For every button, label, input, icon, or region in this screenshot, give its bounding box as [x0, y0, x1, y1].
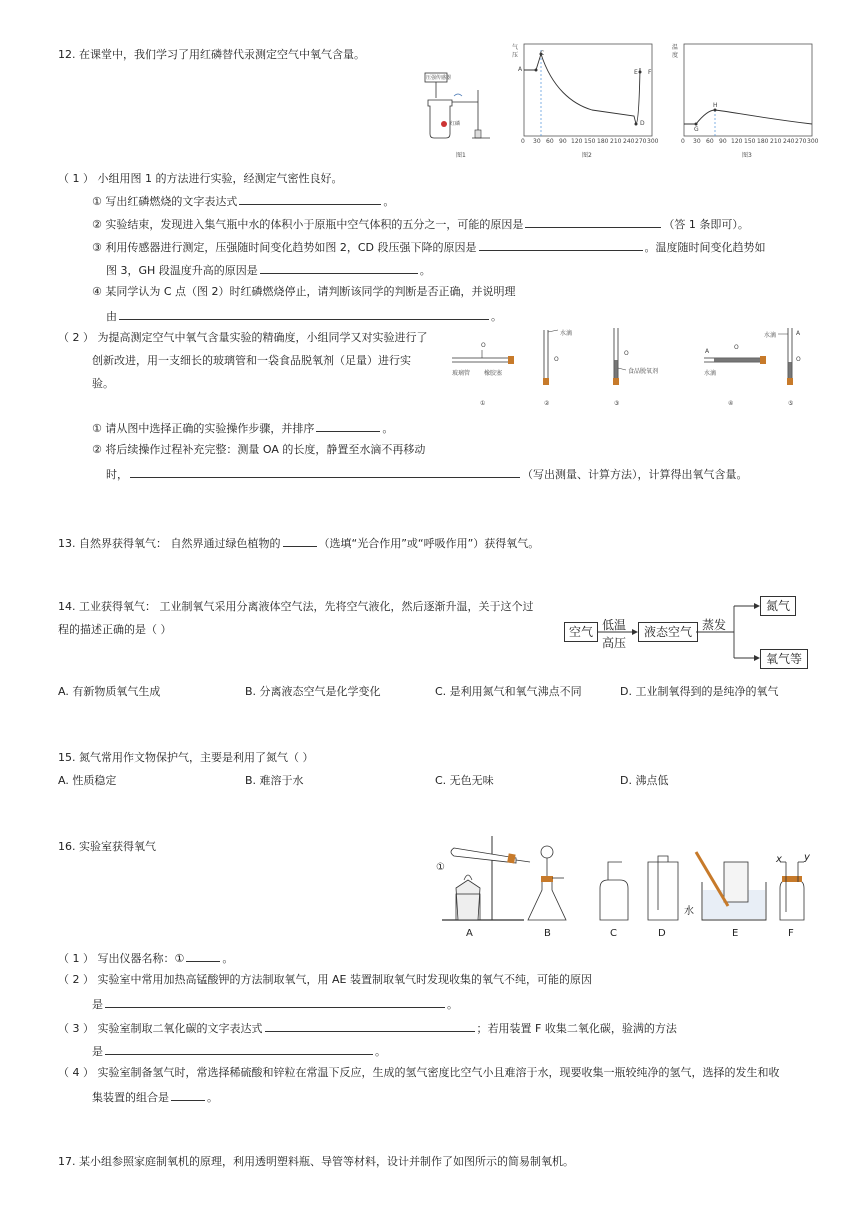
fig3-ylabel-2: 度 [672, 52, 679, 59]
q14-text-2: 程的描述正确的是（ ） [58, 623, 172, 636]
q12-title: 12. 在课堂中，我们学习了用红磷替代汞测定空气中氧气含量。 [58, 48, 365, 61]
q12-p2-s2-tail: （写出测量、计算方法），计算得出氧气含量。 [522, 468, 748, 481]
fig2-caption: 图2 [582, 152, 592, 159]
app-letter-b: B [544, 928, 551, 939]
q12-p1-s2-tail: （答 1 条即可）。 [663, 218, 749, 231]
q16-p3-cont [92, 1043, 386, 1059]
q16-p4: （ 4 ） 实验室制备氢气时，常选择稀硫酸和锌粒在常温下反应，生成的氢气密度比空气小且难溶于水，现要收集一瓶较纯净的氢气，选择的发生和收 [58, 1066, 780, 1079]
fig2-point-e: E [634, 69, 638, 76]
fig2-tick: 150 [584, 138, 596, 145]
q12-p1-s2-text: ② 实验结束，发现进入集气瓶中水的体积小于原瓶中空气体积的五分之一，可能的原因是 [92, 218, 524, 231]
fig2-x-ticks [521, 138, 659, 146]
fig2-tick: 180 [597, 138, 609, 145]
q13-text-b: （选填“光合作用”或“呼吸作用”）获得氧气。 [318, 537, 540, 550]
q12-figure-1 [420, 68, 500, 160]
app-letter-d: D [658, 928, 666, 939]
fig1-red-phosphorus-label: 红磷 [450, 121, 461, 127]
app-letter-e: E [732, 928, 739, 939]
p2fig-a-label: A [705, 348, 710, 355]
fig3-point-h: H [713, 102, 718, 109]
app-f-y: y [804, 852, 810, 863]
fig3-point-g: G [694, 126, 699, 133]
q14-option-d[interactable]: D. 工业制氧得到的是纯净的氧气 [620, 685, 779, 698]
p2fig-tube-label: 玻璃管 [452, 370, 471, 377]
fig2-tick: 240 [623, 138, 635, 145]
fig3-tick: 240 [783, 138, 795, 145]
fig3-tick: 60 [706, 138, 714, 145]
answer-blank[interactable] [316, 420, 380, 432]
q15-option-b[interactable]: B. 难溶于水 [245, 774, 304, 787]
q16-p3c-text: 是 [92, 1045, 103, 1058]
answer-blank[interactable] [105, 1043, 373, 1055]
app-f-x: x [776, 854, 782, 865]
q16-p3 [58, 1020, 677, 1036]
period: 。 [207, 1091, 218, 1104]
q12-p2-s2: ② 将后续操作过程补充完整：测量 OA 的长度，静置至水滴不再移动 [92, 443, 426, 456]
fig2-tick: 120 [571, 138, 583, 145]
fig2-point-c: C [540, 50, 545, 57]
period: 。 [491, 310, 502, 323]
fig3-tick: 120 [731, 138, 743, 145]
q13-text-a: 13. 自然界获得氧气： 自然界通过绿色植物的 [58, 537, 281, 550]
answer-blank[interactable] [265, 1020, 475, 1032]
q16-p2b-text: 是 [92, 998, 103, 1011]
p2fig-o-label: O [554, 356, 559, 363]
q12-p1-s3-text: ③ 利用传感器进行测定，压强随时间变化趋势如图 2，CD 段压强下降的原因是 [92, 241, 477, 254]
q16-p2-cont [92, 996, 458, 1012]
q16-p4-cont [92, 1089, 218, 1105]
q12-p1-s4b-text: 由 [106, 310, 117, 323]
app-letter-f: F [788, 928, 794, 939]
q12-p2-figure [448, 322, 813, 414]
fig3-caption: 图3 [742, 152, 752, 159]
p2fig-o-label: O [481, 342, 486, 349]
fig3-tick: 210 [770, 138, 782, 145]
q16-p1 [58, 950, 233, 966]
period: 。 [382, 422, 394, 435]
q12-p1-head: （ 1 ） 小组用图 1 的方法进行实验，经测定气密性良好。 [58, 172, 343, 185]
q12-p2-head-3: 验。 [92, 377, 114, 390]
fig1-box-label: 压强传感器 [426, 75, 452, 81]
q14-option-c[interactable]: C. 是利用氮气和氧气沸点不同 [435, 685, 582, 698]
q12-p2-head-2: 创新改进，用一支细长的玻璃管和一袋食品脱氧剂（足量）进行实 [92, 354, 411, 367]
fig2-tick: 60 [546, 138, 554, 145]
p2fig-num-1: ① [480, 400, 486, 407]
fig2-ylabel-1: 气 [512, 44, 519, 51]
flow-cond-top: 低温 [602, 618, 627, 632]
q12-p1-s3-tail: 。温度随时间变化趋势如 [644, 241, 766, 254]
fig3-tick: 0 [681, 138, 685, 145]
p2fig-water-drop-3: 水滴 [764, 332, 777, 339]
fig2-point-a: A [518, 66, 523, 73]
q12-p2-s1-text: ① 请从图中选择正确的实验操作步骤，并排序 [92, 422, 315, 435]
fig3-tick: 270 [795, 138, 807, 145]
q12-p1-s4: ④ 某同学认为 C 点（图 2）时红磷燃烧停止，请判断该同学的判断是否正确，并说明理 [92, 285, 516, 298]
answer-blank[interactable] [186, 950, 220, 962]
fig3-ylabel-1: 温 [672, 44, 679, 51]
q15-option-a[interactable]: A. 性质稳定 [58, 774, 117, 787]
q15-option-c[interactable]: C. 无色无味 [435, 774, 494, 787]
p2fig-water-drop-2: 水滴 [704, 370, 717, 377]
fig3-tick: 180 [757, 138, 769, 145]
q12-p1-s3c-text: 图 3，GH 段温度升高的原因是 [106, 264, 258, 277]
period: 。 [419, 264, 431, 277]
answer-blank[interactable] [260, 262, 418, 274]
q16-p3a-text: （ 3 ） 实验室制取二氧化碳的文字表达式 [58, 1022, 263, 1035]
fig2-tick: 0 [521, 138, 525, 145]
fig3-tick: 30 [693, 138, 701, 145]
q14-option-b[interactable]: B. 分离液态空气是化学变化 [245, 685, 381, 698]
answer-blank[interactable] [119, 308, 489, 320]
fig3-x-ticks [681, 138, 819, 146]
answer-blank[interactable] [105, 996, 445, 1008]
q12-p2-s1 [92, 420, 393, 436]
fig2-point-f: F [648, 69, 652, 76]
q12-figure-2 [512, 38, 660, 160]
p2fig-num-2: ② [544, 400, 550, 407]
app-letter-c: C [610, 928, 617, 939]
answer-blank[interactable] [239, 193, 381, 205]
flow-nitrogen-box: 氮气 [760, 596, 796, 616]
answer-blank[interactable] [171, 1089, 205, 1101]
period: 。 [383, 195, 395, 208]
q12-p2-head-1: （ 2 ） 为提高测定空气中氧气含量实验的精确度，小组同学又对实验进行了 [58, 331, 428, 344]
q12-p1-s3 [92, 239, 766, 255]
p2fig-water-drop: 水滴 [560, 330, 573, 337]
q12-p2-s2b-text: 时， [106, 468, 128, 481]
p2fig-o-label: O [796, 356, 801, 363]
fig2-tick: 90 [559, 138, 567, 145]
fig3-tick: 150 [744, 138, 756, 145]
q15-text: 15. 氮气常用作文物保护气，主要是利用了氮气（ ） [58, 751, 314, 764]
q16-title: 16. 实验室获得氧气 [58, 840, 156, 853]
flow-cond-bottom: 高压 [602, 636, 627, 650]
fig2-tick: 30 [533, 138, 541, 145]
p2fig-num-3: ③ [614, 400, 620, 407]
q12-p1-s3-cont [106, 262, 431, 278]
fig2-tick: 300 [647, 138, 659, 145]
q13 [58, 535, 539, 551]
p2fig-plug-label: 橡胶塞 [484, 370, 503, 377]
q12-p1-s2 [92, 216, 749, 232]
p2fig-o-label: O [734, 344, 739, 351]
app-letter-a: A [466, 928, 473, 939]
q14-option-a[interactable]: A. 有新物质氧气生成 [58, 685, 161, 698]
q15-option-d[interactable]: D. 沸点低 [620, 774, 669, 787]
answer-blank[interactable] [130, 466, 520, 478]
period: 。 [222, 952, 234, 965]
fig2-point-d: D [640, 120, 645, 127]
app-marker-1: ① [436, 862, 445, 873]
q16-p3b-text: ；若用装置 F 收集二氧化碳，验满的方法 [476, 1022, 677, 1035]
flow-air-box: 空气 [564, 622, 598, 642]
fig3-tick: 90 [719, 138, 727, 145]
p2fig-num-4: ④ [728, 400, 734, 407]
q16-apparatus-figure [432, 832, 812, 944]
answer-blank[interactable] [283, 535, 317, 547]
q14-flow-diagram [562, 594, 812, 672]
fig2-tick: 210 [610, 138, 622, 145]
fig3-tick: 300 [807, 138, 819, 145]
app-e-water: 水 [684, 906, 694, 917]
answer-blank[interactable] [479, 239, 643, 251]
q16-p1-text: （ 1 ） 写出仪器名称：① [58, 952, 185, 965]
fig2-ylabel-2: 压 [512, 52, 519, 59]
q12-figure-3 [672, 38, 820, 160]
fig1-caption: 图1 [456, 152, 466, 159]
answer-blank[interactable] [525, 216, 661, 228]
flow-evaporate: 蒸发 [702, 618, 727, 632]
period: 。 [447, 998, 458, 1011]
p2fig-a-label: A [796, 330, 801, 337]
q16-p4b-text: 集装置的组合是 [92, 1091, 169, 1104]
q14-text-1: 14. 工业获得氧气： 工业制氧气采用分离液体空气法，先将空气液化，然后逐渐升温，关于这个过 [58, 600, 534, 613]
fig2-tick: 270 [635, 138, 647, 145]
q12-p1-s4-cont [106, 308, 502, 324]
flow-liquid-air-box: 液态空气 [638, 622, 698, 642]
q12-p1-s1-text: ① 写出红磷燃烧的文字表达式 [92, 195, 238, 208]
q12-p2-s2-cont [106, 466, 748, 482]
p2fig-num-5: ⑤ [788, 400, 794, 407]
p2fig-o-label: O [624, 350, 629, 357]
flow-oxygen-box: 氧气等 [760, 649, 808, 669]
p2fig-deoxidizer: 食品脱氧剂 [628, 368, 659, 375]
q12-p1-s1 [92, 193, 394, 209]
q17-text: 17. 某小组参照家庭制氧机的原理，利用透明塑料瓶、导管等材料，设计并制作了如图所示的简易制氧机。 [58, 1155, 574, 1168]
q16-p2: （ 2 ） 实验室中常用加热高锰酸钾的方法制取氧气，用 AE 装置制取氧气时发现收集的氧气不纯，可能的原因 [58, 973, 592, 986]
period: 。 [375, 1045, 386, 1058]
